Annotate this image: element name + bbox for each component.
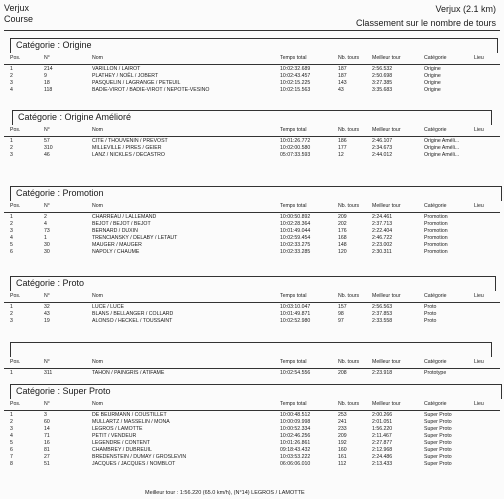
result-cell: MILLEVILLE / PIRES / GEIER xyxy=(92,145,162,151)
result-cell: Super Proto xyxy=(424,454,452,460)
result-cell: TAHON / PAINGRIS / ATIFAME xyxy=(92,370,165,376)
result-cell: 27 xyxy=(44,454,50,460)
result-cell: Origine xyxy=(424,80,441,86)
result-cell: Promotion xyxy=(424,249,448,255)
result-row xyxy=(4,235,500,241)
result-cell: 10:00:48.512 xyxy=(280,412,311,418)
result-cell: Origine Améli... xyxy=(424,152,460,158)
result-cell: Promotion xyxy=(424,214,448,220)
result-cell: 51 xyxy=(44,461,50,467)
result-cell: 73 xyxy=(44,228,50,234)
result-row xyxy=(4,440,500,446)
result-cell: LANZ / NICKLES / DECASTRO xyxy=(92,152,165,158)
result-cell: 2 xyxy=(10,145,13,151)
result-cell: 30 xyxy=(44,249,50,255)
result-cell: 10:02:15.225 xyxy=(280,80,311,86)
result-cell: 2:37.853 xyxy=(372,311,393,317)
result-cell: 6 xyxy=(10,447,13,453)
result-cell: Origine xyxy=(424,73,441,79)
column-header: Nb. tours xyxy=(338,401,360,407)
result-cell: 241 xyxy=(338,419,347,425)
result-cell: 3 xyxy=(10,152,13,158)
result-cell: 1 xyxy=(10,370,13,376)
result-cell: 2:50.698 xyxy=(372,73,393,79)
result-cell: 2:30.311 xyxy=(372,249,392,255)
result-cell: ALONSO / HECKEL / TOUSSAINT xyxy=(92,318,173,324)
result-cell: 71 xyxy=(44,433,50,439)
column-header: Catégorie xyxy=(424,401,447,407)
column-header: N° xyxy=(44,359,50,365)
column-header: Nb. tours xyxy=(338,359,360,365)
result-row xyxy=(4,221,500,227)
result-cell: 4 xyxy=(44,221,47,227)
result-cell: 157 xyxy=(338,304,347,310)
result-row xyxy=(4,426,500,432)
result-cell: 2 xyxy=(10,221,13,227)
result-cell: 8 xyxy=(10,461,13,467)
column-header: Lieu xyxy=(474,127,484,133)
result-cell: Origine Améli... xyxy=(424,138,460,144)
column-header: Nb. tours xyxy=(338,127,360,133)
venue-name: Verjux xyxy=(4,3,30,13)
result-cell: 2:24.486 xyxy=(372,454,393,460)
result-row xyxy=(4,412,500,418)
result-cell: 3 xyxy=(10,426,13,432)
result-cell: BLANS / BELLANGER / COLLARD xyxy=(92,311,174,317)
result-cell: 186 xyxy=(338,138,347,144)
column-header: Pos. xyxy=(10,203,21,209)
column-header: N° xyxy=(44,203,50,209)
result-cell: 09:18:43.432 xyxy=(280,447,311,453)
result-cell: 6 xyxy=(10,249,13,255)
category-box xyxy=(10,342,492,357)
result-cell: 233 xyxy=(338,426,347,432)
event-type: Course xyxy=(4,14,34,24)
result-cell: Proto xyxy=(424,318,437,324)
result-cell: BEJOT / BEJOT / BEJOT xyxy=(92,221,151,227)
column-header: Lieu xyxy=(474,401,484,407)
column-header: Temps total xyxy=(280,203,307,209)
result-cell: 2:22.404 xyxy=(372,228,393,234)
column-header: Pos. xyxy=(10,359,21,365)
result-cell: Super Proto xyxy=(424,461,452,467)
result-cell: 168 xyxy=(338,235,347,241)
result-cell: 2:33.558 xyxy=(372,318,393,324)
result-cell: 3 xyxy=(10,80,13,86)
result-cell: 10:00:50.892 xyxy=(280,214,311,220)
result-cell: 10:02:33.275 xyxy=(280,242,311,248)
result-cell: 310 xyxy=(44,145,53,151)
result-cell: 12 xyxy=(338,152,344,158)
result-cell: 5 xyxy=(10,242,13,248)
result-cell: DE BEURMANN / COUSTILLET xyxy=(92,412,167,418)
category-title: Catégorie : Origine Amélioré xyxy=(18,112,132,122)
result-cell: 2:56.532 xyxy=(372,66,393,72)
result-row xyxy=(4,80,500,86)
result-cell: 16 xyxy=(44,440,50,446)
result-row xyxy=(4,214,500,220)
result-cell: 9 xyxy=(44,73,47,79)
result-cell: 1 xyxy=(10,304,13,310)
result-cell: Origine Améli... xyxy=(424,145,460,151)
result-cell: 187 xyxy=(338,73,347,79)
result-cell: 118 xyxy=(44,87,53,93)
column-header: Temps total xyxy=(280,293,307,299)
column-header: Nom xyxy=(92,359,103,365)
result-row xyxy=(4,454,500,460)
column-header: Catégorie xyxy=(424,127,447,133)
result-cell: 214 xyxy=(44,66,53,72)
result-cell: 3 xyxy=(10,318,13,324)
result-cell: 7 xyxy=(10,454,13,460)
result-cell: 2:00.266 xyxy=(372,412,393,418)
result-cell: 1 xyxy=(10,138,13,144)
result-cell: Super Proto xyxy=(424,433,452,439)
result-row xyxy=(4,242,500,248)
result-cell: 160 xyxy=(338,447,347,453)
result-cell: 4 xyxy=(10,87,13,93)
result-cell: 19 xyxy=(44,318,50,324)
result-cell: BADIE-VIROT / BADIE-VIROT / NEPOTE-VESINO xyxy=(92,87,210,93)
column-header: Temps total xyxy=(280,127,307,133)
result-cell: 5 xyxy=(10,440,13,446)
result-row xyxy=(4,152,500,158)
result-cell: 14 xyxy=(44,426,50,432)
result-cell: 3:35.683 xyxy=(372,87,393,93)
result-cell: BERNARD / DUXIN xyxy=(92,228,138,234)
column-header: N° xyxy=(44,401,50,407)
column-header: Meilleur tour xyxy=(372,203,401,209)
result-cell: Promotion xyxy=(424,221,448,227)
result-row xyxy=(4,370,500,376)
result-cell: 187 xyxy=(338,66,347,72)
result-row xyxy=(4,73,500,79)
result-cell: 10:00:09.998 xyxy=(280,419,311,425)
result-cell: LEGENDRE / CONTENT xyxy=(92,440,150,446)
result-cell: 2 xyxy=(10,73,13,79)
result-cell: 10:02:54.556 xyxy=(280,370,311,376)
column-header: Meilleur tour xyxy=(372,293,401,299)
column-header: Catégorie xyxy=(424,293,447,299)
result-cell: 60 xyxy=(44,419,50,425)
column-header: Nom xyxy=(92,401,103,407)
result-cell: 2 xyxy=(10,419,13,425)
result-cell: 120 xyxy=(338,249,347,255)
header-divider xyxy=(4,30,500,31)
result-cell: CITE / THOUVENIN / PREVOST xyxy=(92,138,168,144)
result-row xyxy=(4,228,500,234)
result-cell: 1 xyxy=(10,412,13,418)
result-cell: BREDENSTEIN / DUMAY / GROSLEVIN xyxy=(92,454,187,460)
result-cell: PLATHEY / NOËL / JOBERT xyxy=(92,73,159,79)
column-header: Lieu xyxy=(474,293,484,299)
result-cell: 112 xyxy=(338,461,347,467)
result-cell: Super Proto xyxy=(424,426,452,432)
result-cell: 192 xyxy=(338,440,347,446)
ranking-title: Classement sur le nombre de tours xyxy=(355,18,496,28)
column-header: Nb. tours xyxy=(338,293,360,299)
column-header: Pos. xyxy=(10,401,21,407)
column-header: Nom xyxy=(92,127,103,133)
result-row xyxy=(4,66,500,72)
result-cell: Super Proto xyxy=(424,440,452,446)
column-header: Nom xyxy=(92,55,103,61)
column-header: Meilleur tour xyxy=(372,401,401,407)
category-title: Catégorie : Proto xyxy=(16,278,85,288)
category-title: Catégorie : Promotion xyxy=(16,188,104,198)
result-row xyxy=(4,419,500,425)
result-cell: 05:07:33.593 xyxy=(280,152,311,158)
result-row xyxy=(4,447,500,453)
column-header: Meilleur tour xyxy=(372,55,401,61)
result-cell: 2 xyxy=(44,214,47,220)
result-cell: TRENCIANSKY / DELABY / LETAUT xyxy=(92,235,178,241)
result-cell: 209 xyxy=(338,433,347,439)
result-cell: 2:23.002 xyxy=(372,242,393,248)
result-cell: CHARREAU / LALLEMAND xyxy=(92,214,157,220)
result-row xyxy=(4,145,500,151)
column-header: N° xyxy=(44,55,50,61)
track-name: Verjux (2.1 km) xyxy=(435,4,496,14)
result-cell: NAPOLY / CHAUME xyxy=(92,249,140,255)
result-cell: 2:01.051 xyxy=(372,419,393,425)
result-cell: MAUGER / MAUGER xyxy=(92,242,142,248)
result-cell: 2:46.722 xyxy=(372,235,393,241)
result-cell: VARILLON / LAIROT xyxy=(92,66,141,72)
result-cell: Super Proto xyxy=(424,419,452,425)
result-cell: 57 xyxy=(44,138,50,144)
column-header: Pos. xyxy=(10,127,21,133)
result-cell: Proto xyxy=(424,311,437,317)
result-cell: 43 xyxy=(338,87,344,93)
result-cell: Origine xyxy=(424,87,441,93)
result-cell: Promotion xyxy=(424,242,448,248)
column-header: Meilleur tour xyxy=(372,127,401,133)
column-header-row xyxy=(4,55,500,65)
result-cell: 2:44.012 xyxy=(372,152,393,158)
result-cell: 10:01:49.871 xyxy=(280,311,311,317)
column-header-row xyxy=(4,359,500,369)
column-header: Pos. xyxy=(10,55,21,61)
result-cell: PETIT / VENDEUR xyxy=(92,433,137,439)
result-cell: 10:01:26.861 xyxy=(280,440,311,446)
column-header: Temps total xyxy=(280,55,307,61)
column-header: Nom xyxy=(92,293,103,299)
column-header: Lieu xyxy=(474,203,484,209)
result-cell: 208 xyxy=(338,370,347,376)
result-cell: Super Proto xyxy=(424,447,452,453)
result-cell: LUCE / LUCE xyxy=(92,304,124,310)
column-header: Temps total xyxy=(280,359,307,365)
result-cell: 2:37.713 xyxy=(372,221,393,227)
result-cell: 311 xyxy=(44,370,53,376)
column-header: Lieu xyxy=(474,359,484,365)
column-header: Catégorie xyxy=(424,55,447,61)
result-cell: PASQUELIN / LAGRANGE / PETEUIL xyxy=(92,80,181,86)
result-cell: 98 xyxy=(338,311,344,317)
result-cell: 143 xyxy=(338,80,347,86)
column-header: Meilleur tour xyxy=(372,359,401,365)
result-row xyxy=(4,311,500,317)
result-cell: 2:27.877 xyxy=(372,440,393,446)
result-cell: 10:03:10.047 xyxy=(280,304,311,310)
result-cell: Prototype xyxy=(424,370,447,376)
column-header: Nb. tours xyxy=(338,203,360,209)
result-cell: 10:02:52.980 xyxy=(280,318,311,324)
result-cell: 2:11.467 xyxy=(372,433,392,439)
result-cell: 10:01:26.772 xyxy=(280,138,311,144)
result-cell: 3 xyxy=(10,228,13,234)
result-cell: 3:27.385 xyxy=(372,80,393,86)
result-cell: 2:24.461 xyxy=(372,214,393,220)
result-cell: Promotion xyxy=(424,235,448,241)
result-cell: 4 xyxy=(10,433,13,439)
result-cell: 2:46.107 xyxy=(372,138,393,144)
result-row xyxy=(4,138,500,144)
result-cell: 202 xyxy=(338,221,347,227)
column-header: Nb. tours xyxy=(338,55,360,61)
result-row xyxy=(4,433,500,439)
result-cell: 32 xyxy=(44,304,50,310)
column-header: Catégorie xyxy=(424,359,447,365)
result-cell: 2:13.433 xyxy=(372,461,393,467)
result-row xyxy=(4,87,500,93)
result-cell: 4 xyxy=(10,235,13,241)
result-row xyxy=(4,304,500,310)
result-cell: 10:02:43.457 xyxy=(280,73,311,79)
result-cell: 10:02:59.454 xyxy=(280,235,311,241)
result-cell: Proto xyxy=(424,304,437,310)
column-header-row xyxy=(4,293,500,303)
result-cell: 10:01:49.044 xyxy=(280,228,311,234)
result-cell: 10:02:00.580 xyxy=(280,145,311,151)
result-cell: 43 xyxy=(44,311,50,317)
column-header-row xyxy=(4,401,500,411)
column-header: N° xyxy=(44,293,50,299)
result-cell: 1:56.220 xyxy=(372,426,393,432)
result-cell: 1 xyxy=(44,235,47,241)
column-header-row xyxy=(4,127,500,137)
result-cell: 18 xyxy=(44,80,50,86)
column-header: Pos. xyxy=(10,293,21,299)
result-cell: 10:02:28.364 xyxy=(280,221,311,227)
column-header: N° xyxy=(44,127,50,133)
result-cell: 2 xyxy=(10,311,13,317)
result-cell: 97 xyxy=(338,318,344,324)
result-row xyxy=(4,461,500,467)
result-cell: CHAMBREY / DUBREUIL xyxy=(92,447,152,453)
result-cell: 2:12.968 xyxy=(372,447,393,453)
result-cell: 1 xyxy=(10,66,13,72)
result-cell: 177 xyxy=(338,145,347,151)
result-cell: 253 xyxy=(338,412,347,418)
result-cell: JACQUES / JACQUES / NOMBLOT xyxy=(92,461,176,467)
result-cell: 10:02:33.285 xyxy=(280,249,311,255)
result-cell: Super Proto xyxy=(424,412,452,418)
result-cell: 161 xyxy=(338,454,347,460)
result-row xyxy=(4,249,500,255)
result-cell: 10:00:52.334 xyxy=(280,426,311,432)
result-cell: 209 xyxy=(338,214,347,220)
column-header: Temps total xyxy=(280,401,307,407)
column-header: Catégorie xyxy=(424,203,447,209)
result-cell: Origine xyxy=(424,66,441,72)
result-cell: Promotion xyxy=(424,228,448,234)
result-cell: 10:02:32.689 xyxy=(280,66,311,72)
result-row xyxy=(4,318,500,324)
category-title: Catégorie : Origine xyxy=(16,40,92,50)
result-cell: 1 xyxy=(10,214,13,220)
result-cell: 2:34.673 xyxy=(372,145,393,151)
result-cell: MULLARTZ / MASSELIN / MONA xyxy=(92,419,170,425)
result-cell: 176 xyxy=(338,228,347,234)
result-cell: 06:06:06.010 xyxy=(280,461,311,467)
result-cell: 2:23.918 xyxy=(372,370,393,376)
result-cell: 3 xyxy=(44,412,47,418)
result-cell: 46 xyxy=(44,152,50,158)
result-cell: 81 xyxy=(44,447,50,453)
result-cell: 2:56.563 xyxy=(372,304,393,310)
column-header: Nom xyxy=(92,203,103,209)
category-title: Catégorie : Super Proto xyxy=(16,386,111,396)
result-cell: LEGROS / LAMOTTE xyxy=(92,426,143,432)
result-cell: 10:02:46.256 xyxy=(280,433,311,439)
result-cell: 30 xyxy=(44,242,50,248)
result-cell: 148 xyxy=(338,242,347,248)
column-header: Lieu xyxy=(474,55,484,61)
best-lap-footer: Meilleur tour : 1:56.220 (65.0 km/h), (N°14) LEGROS / LAMOTTE xyxy=(145,490,305,496)
result-cell: 10:02:15.563 xyxy=(280,87,311,93)
result-cell: 10:03:53.222 xyxy=(280,454,311,460)
column-header-row xyxy=(4,203,500,213)
